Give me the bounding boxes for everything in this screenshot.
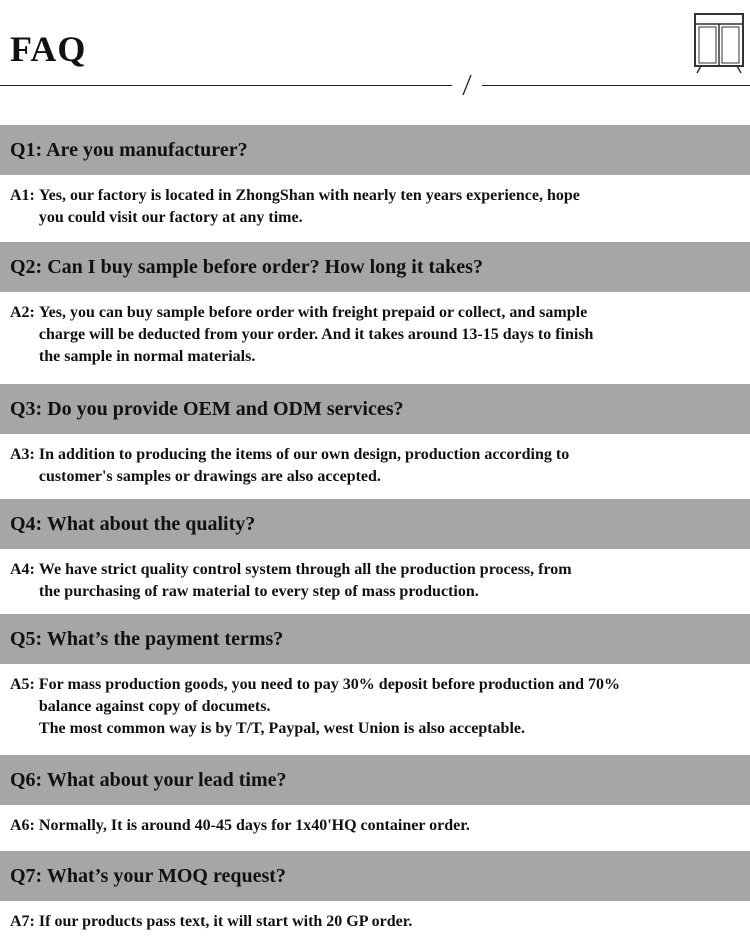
faq-answer xyxy=(10,559,745,603)
faq-question: Q5: What’s the payment terms? xyxy=(0,614,750,664)
answer-label: A2: xyxy=(10,304,39,321)
answer-line: you could visit our factory at any time. xyxy=(38,209,303,226)
answer-line: In addition to producing the items of our own design, production according to xyxy=(38,446,570,463)
answer-label: A5: xyxy=(10,676,39,693)
answer-line: balance against copy of documets. xyxy=(38,698,271,715)
faq-answer xyxy=(10,444,745,488)
header-divider-right xyxy=(482,85,750,86)
answer-line: the sample in normal materials. xyxy=(38,348,256,365)
answer-line: the purchasing of raw material to every step of mass production. xyxy=(38,583,479,600)
answer-line: The most common way is by T/T, Paypal, west Union is also acceptable. xyxy=(38,720,525,737)
faq-answer xyxy=(10,911,745,933)
header-divider-left xyxy=(0,85,452,86)
faq-answer xyxy=(10,815,745,837)
wardrobe-icon xyxy=(693,12,745,74)
page-title: FAQ xyxy=(10,29,87,69)
answer-line: charge will be deducted from your order. And it takes around 13-15 days to finish xyxy=(38,326,594,343)
answer-line: We have strict quality control system through all the production process, from xyxy=(38,561,572,578)
answer-label: A6: xyxy=(10,817,39,834)
answer-label: A7: xyxy=(10,913,39,930)
answer-line: customer's samples or drawings are also accepted. xyxy=(38,468,381,485)
answer-label: A3: xyxy=(10,446,39,463)
answer-line: For mass production goods, you need to pay 30% deposit before production and 70% xyxy=(38,676,621,693)
answer-line: Normally, It is around 40-45 days for 1x40'HQ container order. xyxy=(38,817,470,834)
faq-answer xyxy=(10,185,745,229)
faq-question: Q6: What about your lead time? xyxy=(0,755,750,805)
answer-label: A1: xyxy=(10,187,39,204)
faq-answer xyxy=(10,674,745,740)
faq-question: Q3: Do you provide OEM and ODM services? xyxy=(0,384,750,434)
faq-answer xyxy=(10,302,745,368)
answer-line: Yes, our factory is located in ZhongShan with nearly ten years experience, hope xyxy=(38,187,580,204)
answer-line: If our products pass text, it will start with 20 GP order. xyxy=(38,913,413,930)
page-header xyxy=(0,0,750,110)
faq-question: Q4: What about the quality? xyxy=(0,499,750,549)
answer-line: Yes, you can buy sample before order with freight prepaid or collect, and sample xyxy=(38,304,588,321)
faq-question: Q1: Are you manufacturer? xyxy=(0,125,750,175)
faq-question: Q7: What’s your MOQ request? xyxy=(0,851,750,901)
answer-label: A4: xyxy=(10,561,39,578)
divider-slash xyxy=(460,73,474,97)
faq-question: Q2: Can I buy sample before order? How long it takes? xyxy=(0,242,750,292)
